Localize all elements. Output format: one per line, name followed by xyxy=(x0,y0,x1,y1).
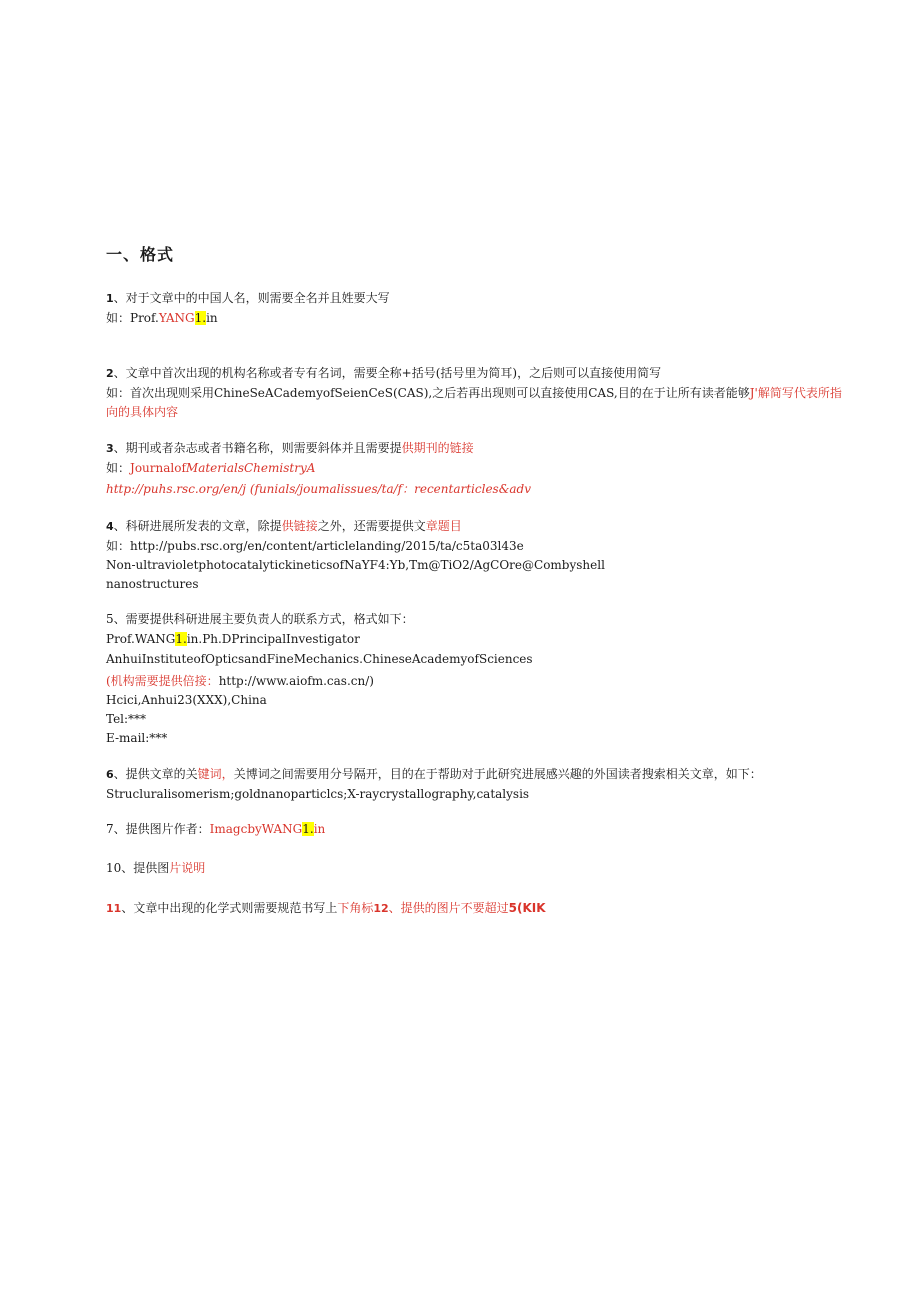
item-1-example-highlight: 1. xyxy=(194,311,207,325)
item-1-example-surname: YANG xyxy=(158,311,195,325)
item-1-number: 1 xyxy=(106,292,114,305)
item-3-journal-title: MaterialsChemistryA xyxy=(185,461,316,475)
item-7-tail: in xyxy=(313,822,326,836)
item-5-address: Hcici,Anhui23(XXX),China xyxy=(106,693,267,707)
item-7-highlight: 1. xyxy=(302,822,314,836)
item-2-example-line2: 向的具体内容 xyxy=(106,405,179,419)
item-3-example xyxy=(106,460,315,476)
item-1-example-tail: in xyxy=(206,311,218,325)
item-3-example-prefix: 如： xyxy=(106,461,131,475)
item-2-body: 、文章中首次出现的机构名称或者专有名词，需要全称+括号(括号里为简耳)，之后则可以直接使用简写 xyxy=(113,366,662,380)
item-6-text xyxy=(106,766,762,783)
item-2-example-body: 如：首次出现则采用ChineSeACademyofSeienCeS(CAS),之后若再出现则可以直接使用CAS,目的在于让所有读者能够 xyxy=(106,386,750,400)
item-7-text xyxy=(106,821,325,837)
item-7-body: 7、提供图片作者： xyxy=(106,822,210,836)
item-2-text xyxy=(106,365,661,382)
item-11-body-red: 下角标 xyxy=(337,901,374,915)
item-5-text: 5、需要提供科研进展主要负责人的联系方式，格式如下： xyxy=(106,612,414,626)
item-10-body-red: 片说明 xyxy=(169,861,206,875)
item-3-journal-prefix: Journalof xyxy=(130,461,186,475)
item-2-number: 2 xyxy=(106,367,114,380)
item-5-tel: Tel:*** xyxy=(106,712,147,726)
item-5-institute: AnhuiInstituteofOpticsandFineMechanics.ChineseAcademyofSciences xyxy=(106,652,533,666)
item-6-body-red: 键词， xyxy=(197,767,234,781)
item-4-number: 4 xyxy=(106,520,114,533)
item-1-body: 、对于文章中的中国人名，则需要全名并且姓要大写 xyxy=(113,291,390,305)
item-5-url-label: (机构需要提供倍接： xyxy=(106,674,219,688)
item-10-body: 10、提供图 xyxy=(106,861,170,875)
item-4-example-title-2: nanostructures xyxy=(106,577,199,591)
item-5-prof xyxy=(106,631,360,647)
item-3-body: 、期刊或者杂志或者书籍名称，则需要斜体并且需要提 xyxy=(113,441,402,455)
item-5-prof-tail: in.Ph.DPrincipalInvestigator xyxy=(186,632,360,646)
item-4-example-title-1: Non-ultravioletphotocatalytickineticsofNaYF4:Yb,Tm@TiO2/AgCOre@Combyshell xyxy=(106,558,605,572)
item-4-text xyxy=(106,518,462,535)
item-6-keywords: Strucluralisomerism;goldnanoparticlcs;X-raycrystallography,catalysis xyxy=(106,787,530,801)
item-11-number: 11 xyxy=(106,902,122,915)
item-1-example xyxy=(106,310,218,326)
item-12-body: 、提供的图片不要超过 xyxy=(388,901,509,915)
item-6-body-1: 、提供文章的关 xyxy=(113,767,198,781)
item-5-email: E-mail:*** xyxy=(106,731,168,745)
item-3-number: 3 xyxy=(106,442,114,455)
item-12-number: 12 xyxy=(373,902,389,915)
item-4-example-url[interactable]: 如：http://pubs.rsc.org/en/content/articlelanding/2015/ta/c5ta03l43e xyxy=(106,539,524,553)
item-4-body-red-1: 供链接 xyxy=(281,519,318,533)
item-3-text xyxy=(106,440,474,457)
item-5-url[interactable]: http://www.aiofm.cas.cn/) xyxy=(218,674,374,688)
item-11-body: 、文章中出现的化学式则需要规范书写上 xyxy=(121,901,338,915)
item-10-text xyxy=(106,860,205,876)
item-7-credit: ImagcbyWANG xyxy=(209,822,303,836)
item-1-text xyxy=(106,290,390,307)
item-5-url-line xyxy=(106,673,374,689)
item-12-limit: 5(KIK xyxy=(508,901,546,915)
item-11-text xyxy=(106,900,546,917)
item-2-example-red: J'解简写代表所指 xyxy=(749,386,842,400)
item-4-body-2: 之外，还需要提供文 xyxy=(317,519,426,533)
item-2-example-line1 xyxy=(106,385,842,401)
item-6-number: 6 xyxy=(106,768,114,781)
item-1-example-prefix: 如：Prof. xyxy=(106,311,159,325)
item-3-body-red: 供期刊的链接 xyxy=(401,441,474,455)
section-heading: 一、格式 xyxy=(106,245,175,264)
item-5-prof-highlight: 1. xyxy=(175,632,187,646)
item-4-body-1: 、科研进展所发表的文章，除提 xyxy=(113,519,282,533)
item-3-journal-link[interactable]: http://puhs.rsc.org/en/j (funials/joumalissues/ta/f：recentarticles&adv xyxy=(106,482,531,496)
item-6-body-2: 关博词之间需要用分号隔开，目的在于帮助对于此研究进展感兴趣的外国读者搜索相关文章，如下： xyxy=(233,767,762,781)
item-4-body-red-2: 章题目 xyxy=(425,519,462,533)
item-5-prof-prefix: Prof.WANG xyxy=(106,632,176,646)
